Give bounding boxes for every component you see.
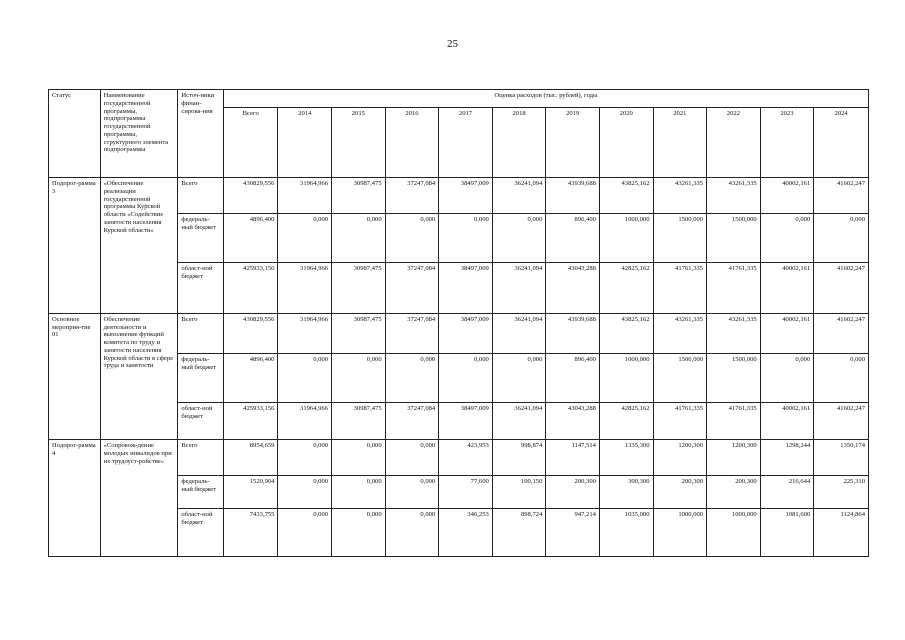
- value-cell: 1500,000: [653, 214, 707, 263]
- value-cell: 0,000: [385, 509, 439, 557]
- value-cell: 0,000: [385, 354, 439, 403]
- table-row: [49, 313, 869, 354]
- value-cell: 41602,247: [814, 313, 869, 354]
- value-cell: 43825,162: [599, 313, 653, 354]
- value-cell: 36241,094: [492, 263, 546, 314]
- value-cell: 430829,556: [223, 313, 278, 354]
- value-cell: 41602,247: [814, 402, 869, 439]
- value-cell: 43043,288: [546, 402, 600, 439]
- value-cell: 200,300: [653, 475, 707, 508]
- source-cell: област-ной бюджет: [178, 509, 223, 557]
- value-cell: 37247,084: [385, 313, 439, 354]
- value-cell: 423,953: [439, 440, 493, 475]
- value-cell: 0,000: [439, 354, 493, 403]
- header-col-3: 2016: [385, 108, 439, 178]
- value-cell: 8954,659: [223, 440, 278, 475]
- value-cell: 37247,084: [385, 402, 439, 439]
- value-cell: 0,000: [439, 214, 493, 263]
- value-cell: 42825,162: [599, 402, 653, 439]
- value-cell: 425933,156: [223, 402, 278, 439]
- header-col-10: 2023: [760, 108, 814, 178]
- value-cell: 1124,864: [814, 509, 869, 557]
- value-cell: 0,000: [492, 214, 546, 263]
- value-cell: 1000,000: [707, 509, 761, 557]
- value-cell: 37247,084: [385, 263, 439, 314]
- value-cell: 37247,084: [385, 178, 439, 214]
- value-cell: 200,300: [707, 475, 761, 508]
- source-cell: федераль-ный бюджет: [178, 214, 223, 263]
- value-cell: 0,000: [385, 440, 439, 475]
- value-cell: 0,000: [332, 475, 386, 508]
- header-estimate: Оценка расходов (тыс. рублей), годы: [223, 90, 868, 108]
- source-cell: федераль-ный бюджет: [178, 354, 223, 403]
- value-cell: 41761,335: [653, 263, 707, 314]
- value-cell: 43939,688: [546, 313, 600, 354]
- value-cell: 898,724: [492, 509, 546, 557]
- value-cell: 43261,335: [707, 313, 761, 354]
- value-cell: 0,000: [278, 440, 332, 475]
- value-cell: 1500,000: [707, 354, 761, 403]
- value-cell: 0,000: [278, 475, 332, 508]
- table-row: [49, 178, 869, 214]
- value-cell: 0,000: [814, 214, 869, 263]
- value-cell: 42825,162: [599, 263, 653, 314]
- value-cell: 1147,514: [546, 440, 600, 475]
- source-cell: Всего: [178, 313, 223, 354]
- value-cell: 0,000: [760, 214, 814, 263]
- value-cell: 200,300: [546, 475, 600, 508]
- table-row: [49, 440, 869, 475]
- budget-table: [48, 89, 869, 557]
- value-cell: 0,000: [332, 354, 386, 403]
- value-cell: 100,150: [492, 475, 546, 508]
- value-cell: 30987,475: [332, 402, 386, 439]
- header-col-8: 2021: [653, 108, 707, 178]
- value-cell: 896,400: [546, 214, 600, 263]
- value-cell: 346,253: [439, 509, 493, 557]
- value-cell: 0,000: [814, 354, 869, 403]
- value-cell: 31964,966: [278, 313, 332, 354]
- header-col-11: 2024: [814, 108, 869, 178]
- value-cell: 7433,755: [223, 509, 278, 557]
- value-cell: 225,310: [814, 475, 869, 508]
- value-cell: 36241,094: [492, 402, 546, 439]
- value-cell: 43825,162: [599, 178, 653, 214]
- value-cell: 31964,966: [278, 402, 332, 439]
- page-number: 25: [447, 38, 458, 50]
- value-cell: 0,000: [332, 214, 386, 263]
- value-cell: 1000,000: [599, 214, 653, 263]
- header-col-4: 2017: [439, 108, 493, 178]
- value-cell: 430829,556: [223, 178, 278, 214]
- value-cell: 1035,000: [599, 509, 653, 557]
- value-cell: 1500,000: [707, 214, 761, 263]
- value-cell: 1081,600: [760, 509, 814, 557]
- header-source: Источ-ники финан-сирова-ния: [178, 90, 223, 178]
- source-cell: област-ной бюджет: [178, 402, 223, 439]
- value-cell: 41761,335: [653, 402, 707, 439]
- value-cell: 1520,904: [223, 475, 278, 508]
- value-cell: 1000,000: [653, 509, 707, 557]
- value-cell: 425933,156: [223, 263, 278, 314]
- header-col-2: 2015: [332, 108, 386, 178]
- value-cell: 41761,335: [707, 402, 761, 439]
- value-cell: 38497,009: [439, 263, 493, 314]
- value-cell: 30987,475: [332, 263, 386, 314]
- value-cell: 998,874: [492, 440, 546, 475]
- header-col-6: 2019: [546, 108, 600, 178]
- header-col-7: 2020: [599, 108, 653, 178]
- status-cell: Основное мероприя-тие 01: [49, 313, 101, 440]
- value-cell: 40002,161: [760, 178, 814, 214]
- value-cell: 30987,475: [332, 313, 386, 354]
- value-cell: 4896,400: [223, 354, 278, 403]
- source-cell: Всего: [178, 440, 223, 475]
- value-cell: 1350,174: [814, 440, 869, 475]
- name-cell: Обеспечение деятельности и выполнение функций комитета по труду и занятости населения Курской области в сфере труда и занятости: [100, 313, 178, 440]
- header-col-0: Всего: [223, 108, 278, 178]
- value-cell: 43261,335: [707, 178, 761, 214]
- name-cell: «Обеспечение реализации государственной программы Курской области «Содействие занятости населения Курской области»: [100, 178, 178, 314]
- value-cell: 0,000: [385, 475, 439, 508]
- value-cell: 947,214: [546, 509, 600, 557]
- value-cell: 31964,966: [278, 263, 332, 314]
- value-cell: 0,000: [278, 214, 332, 263]
- value-cell: 41602,247: [814, 263, 869, 314]
- value-cell: 1500,000: [653, 354, 707, 403]
- value-cell: 0,000: [278, 354, 332, 403]
- value-cell: 38497,009: [439, 313, 493, 354]
- value-cell: 43261,335: [653, 313, 707, 354]
- value-cell: 77,600: [439, 475, 493, 508]
- header-name: Наименование государственной программы, подпрограммы государственной программы, структурного элемента подпрограммы: [100, 90, 178, 178]
- value-cell: 1000,000: [599, 354, 653, 403]
- name-cell: «Сопровож-дение молодых инвалидов при их трудоуст-ройстве»: [100, 440, 178, 557]
- value-cell: 1200,300: [707, 440, 761, 475]
- value-cell: 1298,244: [760, 440, 814, 475]
- source-cell: област-ной бюджет: [178, 263, 223, 314]
- value-cell: 41602,247: [814, 178, 869, 214]
- value-cell: 0,000: [385, 214, 439, 263]
- value-cell: 41761,335: [707, 263, 761, 314]
- header-col-9: 2022: [707, 108, 761, 178]
- value-cell: 0,000: [492, 354, 546, 403]
- header-col-1: 2014: [278, 108, 332, 178]
- value-cell: 4896,400: [223, 214, 278, 263]
- value-cell: 40002,161: [760, 263, 814, 314]
- value-cell: 0,000: [760, 354, 814, 403]
- value-cell: 0,000: [278, 509, 332, 557]
- budget-body: [49, 178, 869, 557]
- status-cell: Подпрог-рамма 4: [49, 440, 101, 557]
- status-cell: Подпрог-рамма 3: [49, 178, 101, 314]
- value-cell: 43261,335: [653, 178, 707, 214]
- value-cell: 31964,966: [278, 178, 332, 214]
- value-cell: 0,000: [332, 509, 386, 557]
- header-status: Статус: [49, 90, 101, 178]
- value-cell: 43043,288: [546, 263, 600, 314]
- value-cell: 896,400: [546, 354, 600, 403]
- source-cell: федераль-ный бюджет: [178, 475, 223, 508]
- value-cell: 0,000: [332, 440, 386, 475]
- value-cell: 36241,094: [492, 178, 546, 214]
- value-cell: 1200,300: [653, 440, 707, 475]
- value-cell: 1335,300: [599, 440, 653, 475]
- value-cell: 30987,475: [332, 178, 386, 214]
- value-cell: 36241,094: [492, 313, 546, 354]
- header-col-5: 2018: [492, 108, 546, 178]
- value-cell: 38497,009: [439, 178, 493, 214]
- value-cell: 40002,161: [760, 402, 814, 439]
- value-cell: 216,644: [760, 475, 814, 508]
- value-cell: 40002,161: [760, 313, 814, 354]
- value-cell: 43939,688: [546, 178, 600, 214]
- source-cell: Всего: [178, 178, 223, 214]
- value-cell: 300,300: [599, 475, 653, 508]
- value-cell: 38497,009: [439, 402, 493, 439]
